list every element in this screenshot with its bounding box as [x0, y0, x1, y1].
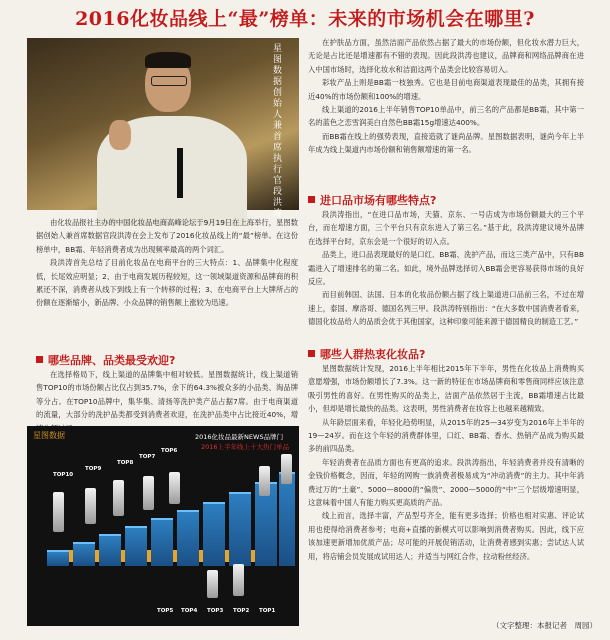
heading-bullet: [36, 356, 43, 363]
paragraph: 从年龄层面来看，年轻化趋势明显，从2015年的25—34岁变为2016年上半年的19—24岁。而在这个年轻的消费群体里，口红、BB霜、香水、热销产品成为购买最多的前四品类。: [308, 417, 584, 454]
chart-title: 2016化妆品最新NEWS品牌门: [195, 433, 284, 441]
heading-text: 哪些品牌、品类最受欢迎?: [48, 354, 176, 367]
bottom-label: TOP4: [181, 608, 198, 614]
chart-logo: 星图数据: [33, 431, 65, 440]
product-image: [259, 466, 270, 496]
paragraph: 在选择格局下，线上渠道的品牌集中相对较低。星图数据统计，线上渠道销售TOP10的市场份额占比仅占到35.7%，余下的64.3%被众多的小品类、淘品牌等分占。在TOP10品牌中，集华集、清扬等洗护类产品占据7席。由于电商渠道的流量，大部分的洗护品类都受到消费者欢迎，在洗护品类中占比接近40%，增: [36, 370, 298, 420]
right-column-intro: [308, 36, 584, 157]
left-intro: [36, 216, 298, 310]
bottom-label: TOP2: [233, 608, 250, 614]
rank-bar: [47, 550, 69, 566]
photo-caption: 星图数据创始人兼首席执行官段洪涛: [273, 44, 283, 219]
chart-subtitle: 2016上半年线上十大热门单品: [201, 443, 290, 451]
paragraph: 彩妆产品上则是BB霜一枝独秀。它也是目前电商渠道表现最佳的品类，其拥有接近40%的市场份额和100%的增速。: [308, 78, 584, 101]
paragraph: 线上而言，选择丰富，产品型号齐全，能有更多选择；价格也相对实惠、评论试用也使得给消费者参考；电商+直播的新模式可以影响到消费者购买。因此，线下应该加速更新增加优质产品；尽可能的开展促销活动，让消费者感到实惠；尝试达人试用，将店铺会员发展成试用达人；并适当与网红合作，拉动粉丝经济。: [308, 511, 584, 561]
top-label: TOP10: [53, 472, 74, 478]
speaker-photo: [27, 38, 299, 219]
product-image: [281, 454, 292, 484]
product-image: [143, 476, 154, 510]
paragraph: 星图数据统计发现，2016上半年相比2015年下半年，男性在化妆品上消费购买意愿增强，市场份额增长了7.3%。这一新的特征在市场品牌商和零售商同样应该注意吸引男性的喜好。在男性购买的品类上，洁面产品依然居于主流，BB霜增速占比最小，但却是增长最快的品类。这表明，男性消费者在妆容上也越来越精致。: [308, 364, 584, 414]
paragraph: 由化妆品报社主办的中国化妆品电商高峰论坛于9月19日在上海举行，星图数据创始人兼首席数据官段洪涛在会上发布了2016化妆品线上的“最”榜单。在这份榜单中，BB霜、年轻消费者成为出现频率最高的两个词汇。: [36, 218, 298, 254]
rank-bar: [279, 472, 295, 566]
photo-hair: [145, 52, 191, 68]
bottom-label: TOP1: [259, 608, 276, 614]
page-title: 2016化妆品线上“最”榜单：未来的市场机会在哪里?: [75, 8, 535, 30]
heading-text: 进口品市场有哪些特点?: [320, 194, 437, 207]
rank-bar: [229, 492, 251, 566]
photo-hand: [109, 120, 131, 150]
rank-bar: [203, 502, 225, 566]
photo-microphone: [177, 148, 183, 198]
product-image: [53, 492, 64, 532]
paragraph: 线上渠道的2016上半年销售TOP10单品中，前三名的产品都是BB霜，其中第一名的蓝色之恋雪润美白自然色BB霜15g增速达400%。: [308, 105, 584, 128]
rank-bar: [177, 510, 199, 566]
top-label: TOP9: [85, 466, 102, 472]
rank-bar: [73, 542, 95, 566]
product-image: [113, 480, 124, 516]
article-credit: （文字整理：本报记者 周园）: [492, 621, 597, 630]
product-image: [207, 570, 218, 598]
section-heading-imports: [308, 192, 436, 208]
heading-bullet: [308, 350, 315, 357]
rank-bar: [151, 518, 173, 566]
bottom-label: TOP3: [207, 608, 224, 614]
rank-bar: [99, 534, 121, 566]
top-label: TOP7: [139, 454, 156, 460]
photo-glasses: [151, 76, 187, 86]
rank-bar: [125, 526, 147, 566]
top-label: TOP8: [117, 460, 134, 466]
section-body-imports: [308, 208, 584, 329]
top-label: TOP6: [161, 448, 178, 454]
paragraph: 在护肤品方面，虽然洁面产品依然占据了最大的市场份额，但化妆水潜力巨大，无论是占比还是增速都有不错的表现。因此段洪涛也建议，品牌商和网络品牌商在进入中国市场时，选择化妆水和洁面这两个品类会比较容易切入。: [308, 38, 584, 74]
section-body-consumers: [308, 362, 584, 563]
product-image: [85, 488, 96, 524]
section-heading-brands: [36, 352, 175, 368]
top10-chart: [27, 426, 299, 626]
product-image: [169, 472, 180, 504]
paragraph: 而目前韩国、法国、日本的化妆品份额占据了线上渠道进口品前三名，不过在增速上，泰国、摩洛哥、德国名列三甲。段洪涛特别指出：“在大多数中国消费者看来，德国化妆品给人的品质会优于其他国家，这种印象可能来源于德国精良的制造工艺。”: [308, 290, 584, 327]
paragraph: 段洪涛指出，“在进口品市场，天猫、京东、一号店成为市场份额最大的三个平台，而在增速方面，三个平台只有京东进入了第三名。”基于此，段洪涛建议境外品牌在选择平台时，京东会是一个很好的切入点。: [308, 210, 584, 246]
heading-bullet: [308, 196, 315, 203]
paragraph: 而BB霜在线上的强势表现，直接造就了谜尚品牌。星图数据表明，谜尚今年上半年成为线上渠道内市场份额和销售额增速的第一名。: [308, 131, 584, 155]
section-heading-consumers: [308, 346, 425, 362]
paragraph: 年轻消费者在品质方面也有更高的追求。段洪涛指出，年轻消费者并没有清晰的金钱价格概念，因而，年轻的网购一族消费者极易成为“冲动消费”的主力。其中年消费过万的“土豪”、5000—8000的“偏贵”、2000—5000的“中”三个层级增速明显，这意味着中国人有能力购买更高质的产品。: [308, 457, 584, 508]
bottom-label: TOP5: [157, 608, 174, 614]
heading-text: 哪些人群热衷化妆品?: [320, 348, 426, 361]
paragraph: 段洪涛首先总结了目前化妆品在电商平台的三大特点：1、品牌集中化程度低，长尾效应明显；2、由于电商发展历程较短，这一领域渠道资源和品牌商的积累还不深，消费者从线下到线上有一个转移的过程；3、在电商平台上大牌所占的份额在逐渐缩小，新品牌、小众品牌的销售额上涨较为迅速。: [36, 258, 298, 308]
product-image: [233, 564, 244, 596]
section-body-brands: [36, 368, 298, 435]
paragraph: 品类上，进口品表现最好的是口红、BB霜、洗护产品，而这三类产品中，只有BB霜进入了增速排名的第二名。如此，境外品牌选择切入BB霜会更容易获得市场的良好反应。: [308, 250, 584, 287]
